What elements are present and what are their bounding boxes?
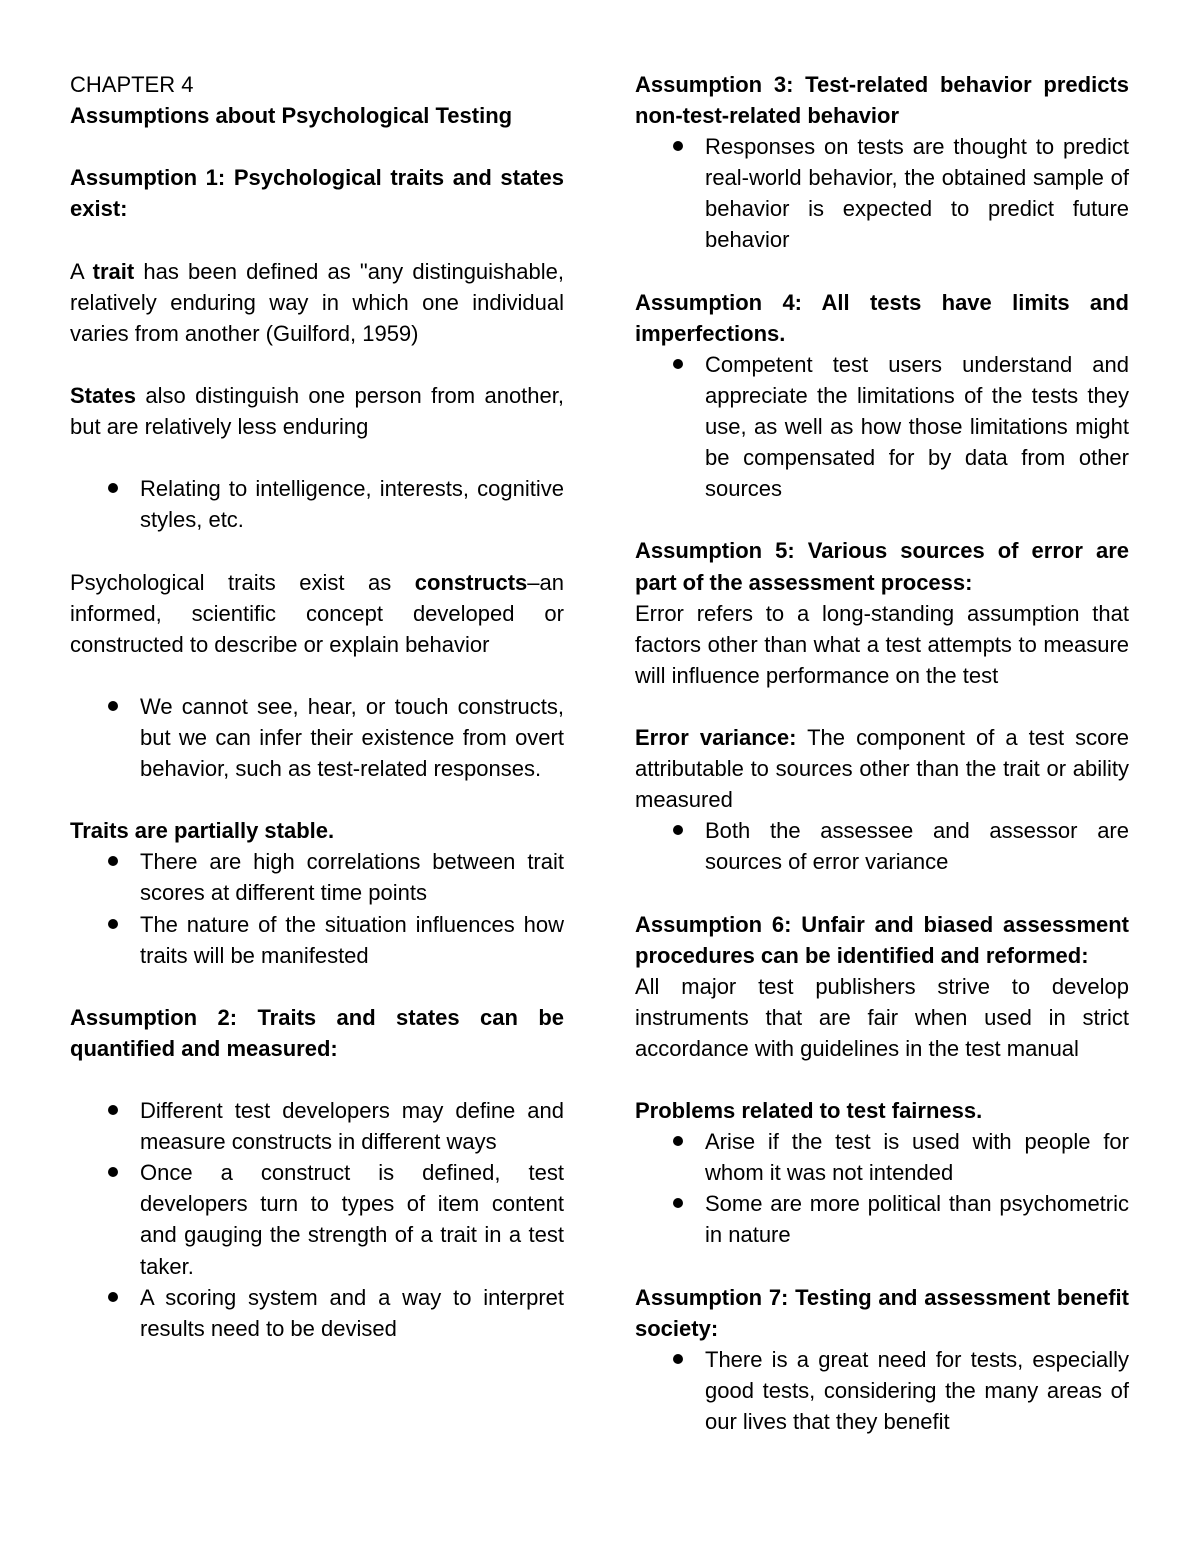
assumption-4-bullet-list [635, 349, 1129, 504]
constructs-term: constructs [414, 569, 528, 595]
error-variance-term: Error variance: [635, 724, 797, 750]
fairness-heading: Problems related to test fairness. [635, 1098, 983, 1124]
list-item: A scoring system and a way to interpret results need to be devised [70, 1282, 564, 1344]
assumption-4-heading: Assumption 4: All tests have limits and imperfections. [635, 289, 1129, 346]
list-item: Some are more political than psychometric in nature [635, 1188, 1129, 1250]
left-column [70, 69, 564, 1344]
list-item: Different test developers may define and measure constructs in different ways [70, 1095, 564, 1157]
states-term: States [70, 382, 137, 408]
list-item: Once a construct is defined, test developers turn to types of item content and gauging the strength of a trait in a test taker. [70, 1157, 564, 1281]
states-definition: States also distinguish one person from another, but are relatively less enduring [70, 382, 564, 440]
list-item: There are high correlations between trait scores at different time points [70, 846, 564, 908]
list-item: Responses on tests are thought to predict real-world behavior, the obtained sample of behavior is expected to predict future behavior [635, 131, 1129, 255]
bullet-icon [673, 1136, 683, 1146]
bullet-icon [108, 1167, 118, 1177]
bullet-icon [108, 1105, 118, 1115]
error-bullet-list [635, 815, 1129, 877]
assumption-3-bullet-list [635, 131, 1129, 255]
assumption-7-bullet-list [635, 1344, 1129, 1437]
assumption-6-text: All major test publishers strive to develop instruments that are fair when used in strict accordance with guidelines in the test manual [635, 973, 1129, 1061]
list-item: Arise if the test is used with people for whom it was not intended [635, 1126, 1129, 1188]
bullet-icon [108, 701, 118, 711]
bullet-icon [108, 1292, 118, 1302]
constructs-bullet-list [70, 691, 564, 784]
list-item: We cannot see, hear, or touch constructs, but we can infer their existence from overt behavior, such as test-related responses. [70, 691, 564, 784]
error-variance-definition: Error variance: The component of a test score attributable to sources other than the trait or ability measured [635, 724, 1129, 813]
bullet-icon [673, 1354, 683, 1364]
list-item: Both the assessee and assessor are sources of error variance [635, 815, 1129, 877]
fairness-bullet-list [635, 1126, 1129, 1250]
assumption-3-heading: Assumption 3: Test-related behavior predicts non-test-related behavior [635, 72, 1129, 129]
list-item: The nature of the situation influences how traits will be manifested [70, 909, 564, 971]
list-item: Competent test users understand and appreciate the limitations of the tests they use, as well as how those limitations might be compensated for by data from other sources [635, 349, 1129, 504]
trait-definition: A trait has been defined as "any distinguishable, relatively enduring way in which one individual varies from another (Guilford, 1959) [70, 258, 565, 346]
assumption-2-bullet-list [70, 1095, 564, 1344]
bullet-icon [108, 919, 118, 929]
constructs-definition: Psychological traits exist as constructs–an informed, scientific concept developed or constructed to describe or explain behavior [70, 569, 564, 657]
list-item: Relating to intelligence, interests, cognitive styles, etc. [70, 473, 564, 535]
chapter-label: CHAPTER 4 [70, 72, 194, 97]
assumption-5-heading: Assumption 5: Various sources of error are part of the assessment process: [635, 538, 1129, 595]
error-definition: Error refers to a long-standing assumption that factors other than what a test attempts to measure will influence performance on the test [635, 600, 1129, 688]
bullet-icon [108, 856, 118, 866]
states-bullet-list [70, 473, 564, 535]
assumption-6-heading: Assumption 6: Unfair and biased assessment procedures can be identified and reformed: [635, 911, 1129, 968]
bullet-icon [673, 1198, 683, 1208]
stable-heading: Traits are partially stable. [70, 818, 335, 844]
bullet-icon [108, 483, 118, 493]
assumption-2-heading: Assumption 2: Traits and states can be quantified and measured: [70, 1004, 564, 1061]
bullet-icon [673, 825, 683, 835]
bullet-icon [673, 359, 683, 369]
stable-bullet-list [70, 846, 564, 970]
assumption-7-heading: Assumption 7: Testing and assessment benefit society: [635, 1284, 1129, 1341]
list-item: There is a great need for tests, especially good tests, considering the many areas of our lives that they benefit [635, 1344, 1129, 1437]
bullet-icon [673, 141, 683, 151]
assumption-1-heading: Assumption 1: Psychological traits and states exist: [70, 165, 564, 222]
trait-term: trait [92, 258, 135, 284]
page-title: Assumptions about Psychological Testing [70, 103, 513, 129]
right-column [635, 69, 1129, 1437]
